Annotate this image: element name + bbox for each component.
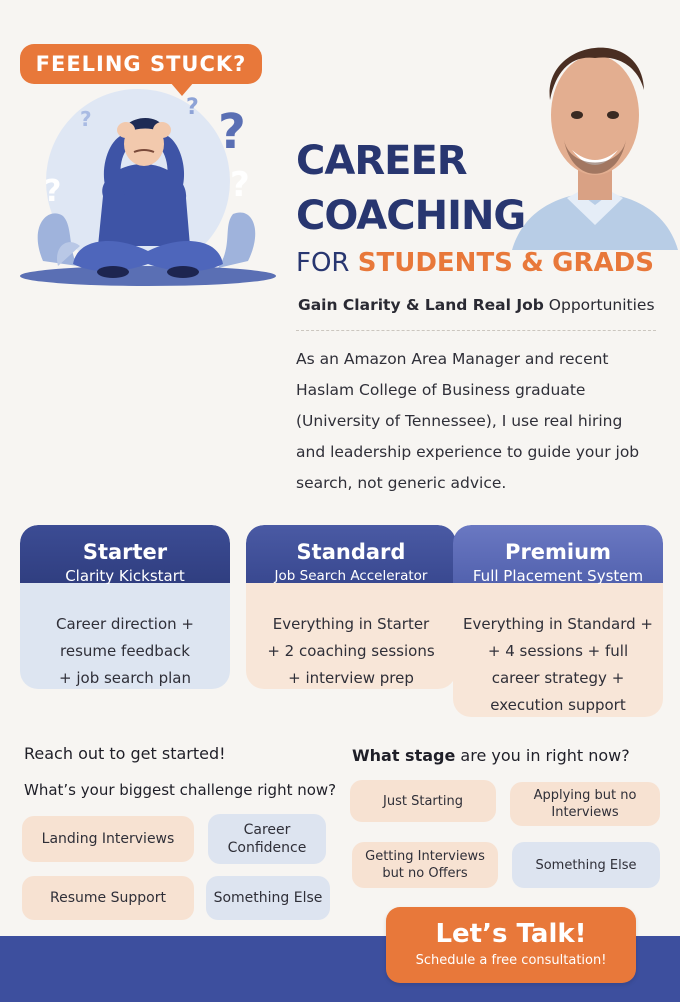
plan-feature: + 2 coaching sessions bbox=[267, 642, 435, 660]
plan-feature: resume feedback bbox=[60, 642, 190, 660]
tagline bbox=[298, 296, 655, 314]
plan-features bbox=[453, 583, 663, 717]
plan-features bbox=[20, 583, 230, 689]
stage-option-interviews-no-offers[interactable]: Getting Interviews but no Offers bbox=[352, 842, 498, 888]
title-coaching: COACHING bbox=[296, 193, 526, 239]
question-mark-icon: ? bbox=[80, 107, 92, 131]
lets-talk-button[interactable] bbox=[386, 907, 636, 983]
subtitle-audience bbox=[296, 248, 654, 278]
stage-option-applying-no-interviews[interactable]: Applying but no Interviews bbox=[510, 782, 660, 826]
plan-card-premium[interactable] bbox=[453, 525, 663, 717]
reach-out-heading: Reach out to get started! bbox=[24, 744, 226, 763]
plan-feature: + 4 sessions + full bbox=[487, 642, 629, 660]
plan-features bbox=[246, 583, 456, 689]
subtitle-students: STUDENTS bbox=[357, 248, 513, 278]
subtitle-amp: & bbox=[521, 248, 544, 278]
challenge-question: What’s your biggest challenge right now? bbox=[24, 781, 337, 799]
plan-feature: execution support bbox=[490, 696, 626, 714]
stressed-student-illustration bbox=[18, 86, 288, 301]
bio-paragraph: As an Amazon Area Manager and recent Haslam College of Business graduate (University of Tennessee), I use real hiring and leadership experience to guide your job search, not generic advice. bbox=[296, 350, 640, 492]
stage-question bbox=[352, 746, 630, 765]
stage-option-just-starting[interactable]: Just Starting bbox=[350, 780, 496, 822]
plan-card-standard[interactable] bbox=[246, 525, 456, 689]
subtitle-for: FOR bbox=[296, 248, 350, 278]
plan-feature: career strategy + bbox=[491, 669, 625, 687]
plan-feature: + job search plan bbox=[59, 669, 191, 687]
question-mark-icon: ? bbox=[44, 174, 62, 209]
challenge-option-something-else[interactable]: Something Else bbox=[206, 876, 330, 920]
challenge-option-landing-interviews[interactable]: Landing Interviews bbox=[22, 816, 194, 862]
plan-feature: Everything in Starter bbox=[272, 615, 430, 633]
plan-subtitle: Clarity Kickstart bbox=[65, 567, 185, 585]
plan-card-starter[interactable] bbox=[20, 525, 230, 689]
question-mark-icon: ? bbox=[186, 95, 199, 120]
title-career: CAREER bbox=[296, 138, 467, 184]
plan-name: Premium bbox=[505, 540, 611, 564]
stage-question-bold: What stage bbox=[352, 746, 456, 765]
divider bbox=[296, 330, 656, 331]
tagline-rest: Opportunities bbox=[548, 296, 655, 314]
coach-portrait bbox=[512, 20, 678, 250]
subtitle-grads: GRADS bbox=[552, 248, 654, 278]
plan-subtitle: Job Search Accelerator bbox=[274, 568, 428, 584]
plan-feature: + interview prep bbox=[288, 669, 414, 687]
challenge-option-resume-support[interactable]: Resume Support bbox=[22, 876, 194, 920]
plan-feature: Career direction + bbox=[56, 615, 194, 633]
challenge-option-career-confidence[interactable]: Career Confidence bbox=[208, 814, 326, 864]
plan-feature: Everything in Standard + bbox=[463, 615, 653, 633]
stage-question-rest: are you in right now? bbox=[460, 746, 630, 765]
question-mark-icon: ? bbox=[230, 165, 250, 205]
feeling-stuck-text: FEELING STUCK? bbox=[35, 52, 247, 76]
plan-subtitle: Full Placement System bbox=[472, 567, 644, 585]
cta-title: Let’s Talk! bbox=[435, 919, 587, 949]
plan-name: Starter bbox=[82, 540, 168, 564]
feeling-stuck-bubble bbox=[20, 44, 262, 84]
question-mark-icon: ? bbox=[218, 104, 246, 160]
stage-option-something-else[interactable]: Something Else bbox=[512, 842, 660, 888]
cta-subtitle: Schedule a free consultation! bbox=[415, 953, 607, 968]
plan-name: Standard bbox=[296, 540, 406, 564]
tagline-bold: Gain Clarity & Land Real Job bbox=[298, 296, 544, 314]
